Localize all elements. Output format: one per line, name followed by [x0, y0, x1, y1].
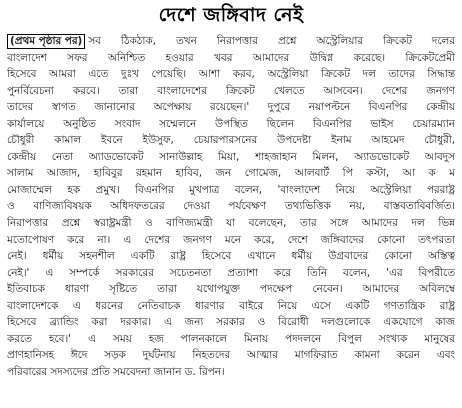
article-line: নিরাপত্তার প্রশ্নে স্বরাষ্ট্রমন্ত্রী ও বাণিজ্যমন্ত্রী যা বলেছেন, তার সঙ্গে আমাদের দল ভিন্ন	[7, 217, 455, 230]
article-line: সালাম আজাদ, হাবিবুর রহমান হাবিব, জন গোমেজ, আলবার্ট পি কস্টা, আ ক ম	[7, 167, 455, 180]
article-line: হিসেবে ব্র্যান্ডিং করা দরকার। এ জন্য সরকার ও বিরোধী দলগুলোকে একযোগে কাজ	[7, 316, 455, 329]
article-line: ইতিবাচক ধারণা সৃষ্টিতে তারা যথোপযুক্ত পদক্ষেপ নেবেন। আমাদের অবিলম্বে	[7, 283, 455, 296]
article-body	[7, 33, 455, 380]
headline: দেশে জঙ্গিবাদ নেই	[158, 4, 304, 26]
article-line: তাদের স্বাগত জানানোর অপেক্ষায় রয়েছেন।' দুপুরে নয়াপল্টনে বিএনপির কেন্দ্রীয়	[7, 101, 455, 114]
continuation-tag: (প্রথম পৃষ্ঠার পর)	[7, 34, 85, 49]
article-line: নেই।' এ সম্পর্কে সরকারের সচেতনতা প্রত্যাশা করে তিনি বলেন, 'এর বিপরীতে	[7, 266, 455, 279]
article-line: প্রাণহানিসহ ঈদে সড়ক দুর্ঘটনায় নিহতদের আত্মার মাগফিরাত কামনা করেন এবং	[7, 349, 455, 362]
article-line	[7, 33, 455, 50]
headline-container	[7, 3, 455, 33]
article-line: পুনর্বিবেচনা করবে। তারা বাংলাদেশের ক্রিকেট খেলতে আসবেন। দেশের জনগণ	[7, 84, 455, 97]
article-line: কেন্দ্রীয় নেতা অ্যাডভোকেট সানাউল্লাহ মিয়া, শাহজাহান মিলন, অ্যাডভোকেট আবদুস	[7, 150, 455, 163]
article-line: করতে হবে।' এ সময় হজ পালনকালে মিনায় পদদলনে বিপুল সংখ্যক মানুষের	[7, 332, 455, 345]
article-line: কার্যালয়ে অনুষ্ঠিত সংবাদ সম্মেলনে উপস্থিত ছিলেন বিএনপির ভাইস চেয়ারম্যান	[7, 117, 455, 130]
article-line: পরিবারের সদস্যদের প্রতি সমবেদনা জানান ড. রিপন।	[7, 365, 225, 378]
article-line: মতোপোষণ করে না। এ দেশের জনগণ মনে করে, দেশে জঙ্গিবাদের কোনো তৎপরতা	[7, 233, 455, 246]
article-line: মোজাম্মেল হক প্রমুখ। বিএনপির মুখপাত্র বলেন, 'বাংলাদেশ নিয়ে অস্ট্রেলিয়া পররাষ্ট্র	[7, 183, 455, 196]
article-line: বাংলাদেশকে এ ধরনের নেতিবাচক ধারণার বাইরে নিয়ে এসে একটি গণতান্ত্রিক রাষ্ট্র	[7, 299, 455, 312]
article-line-text: সব ঠিকঠাক, তখন নিরাপত্তার প্রশ্নে অস্ট্রেলিয়ার ক্রিকেট দলের	[88, 35, 455, 47]
article-line: ও বাণিজ্যবিষয়ক অধিদফতরের দেওয়া পর্যবেক্ষণ তথ্যভিত্তিক নয়, বাস্তবতাবিবর্জিত।	[7, 200, 455, 213]
article-line: নেই। ধর্মীয় সহনশীল একটি রাষ্ট্র হিসেবে এখানে ধর্মীয় উগ্রবাদের কোনো অস্তিত্ব	[7, 250, 455, 263]
article-line: হিসেবে আমরা এতে দুঃখ পেয়েছি। আশা করব, অস্ট্রেলিয়া ক্রিকেট দল তাদের সিদ্ধান্ত	[7, 68, 455, 81]
article-line: বাংলাদেশ সফর অনিশ্চিত হওয়ার খবর আমাদের উদ্বিগ্ন করেছে। ক্রিকেটপ্রেমী	[7, 51, 455, 64]
article-line: চৌধুরী কামাল ইবনে ইউসুফ, চেয়ারপারসনের উপদেষ্টা ইনাম আহমেদ চৌধুরী,	[7, 134, 455, 147]
